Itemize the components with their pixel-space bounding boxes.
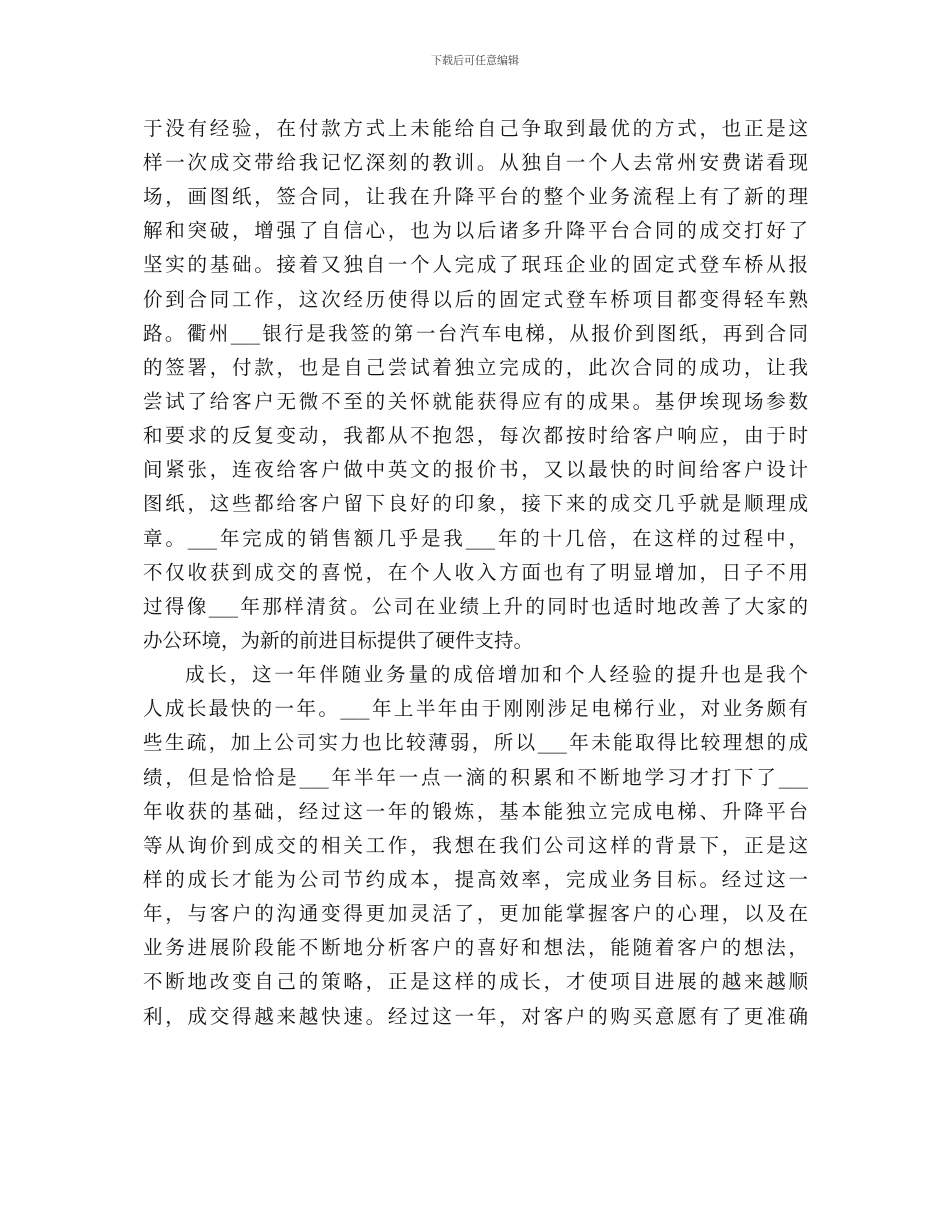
text-line: 不仅收获到成交的喜悦，在个人收入方面也有了明显增加，日子不用 [143,561,808,584]
text-line: 年收获的基础，经过这一年的锻炼，基本能独立完成电梯、升降平台 [143,800,808,823]
text-line: 图纸，这些都给客户留下良好的印象，接下来的成交几乎就是顺理成 [143,492,808,515]
text-line: 章。___年完成的销售额几乎是我___年的十几倍，在这样的过程中， [143,527,808,550]
text-line: 业务进展阶段能不断地分析客户的喜好和想法，能随着客户的想法， [143,936,808,959]
text-line: 尝试了给客户无微不至的关怀就能获得应有的成果。基伊埃现场参数 [143,390,808,413]
text-line: 和要求的反复变动，我都从不抱怨，每次都按时给客户响应，由于时 [143,424,808,447]
text-line: 坚实的基础。接着又独自一个人完成了珉珏企业的固定式登车桥从报 [143,253,808,276]
text-line: 绩，但是恰恰是___年半年一点一滴的积累和不断地学习才打下了___ [143,766,808,789]
text-line: 过得像___年那样清贫。公司在业绩上升的同时也适时地改善了大家的 [143,595,808,618]
text-line: 解和突破，增强了自信心，也为以后诸多升降平台合同的成交打好了 [143,219,808,242]
text-line: 些生疏，加上公司实力也比较薄弱，所以___年未能取得比较理想的成 [143,731,808,754]
text-line: 路。衢州___银行是我签的第一台汽车电梯，从报价到图纸，再到合同 [143,322,808,345]
text-line: 人成长最快的一年。___年上半年由于刚刚涉足电梯行业，对业务颇有 [143,697,808,720]
paragraph-first-line: 成长，这一年伴随业务量的成倍增加和个人经验的提升也是我个 [185,663,808,686]
page-header: 下载后可任意编辑 [431,54,519,67]
text-line: 利，成交得越来越快速。经过这一年，对客户的购买意愿有了更准确 [143,1005,808,1028]
text-line: 年，与客户的沟通变得更加灵活了，更加能掌握客户的心理，以及在 [143,902,808,925]
text-line: 价到合同工作，这次经历使得以后的固定式登车桥项目都变得轻车熟 [143,288,808,311]
text-line: 的签署，付款，也是自己尝试着独立完成的，此次合同的成功，让我 [143,356,808,379]
text-line: 办公环境，为新的前进目标提供了硬件支持。 [143,629,534,652]
text-line: 间紧张，连夜给客户做中英文的报价书，又以最快的时间给客户设计 [143,458,808,481]
text-line: 不断地改变自己的策略，正是这样的成长，才使项目进展的越来越顺 [143,970,808,993]
text-line: 样的成长才能为公司节约成本，提高效率，完成业务目标。经过这一 [143,868,808,891]
text-line: 样一次成交带给我记忆深刻的教训。从独自一个人去常州安费诺看现 [143,151,808,174]
text-line: 等从询价到成交的相关工作，我想在我们公司这样的背景下，正是这 [143,834,808,857]
text-line: 于没有经验，在付款方式上未能给自己争取到最优的方式，也正是这 [143,117,808,140]
text-line: 场，画图纸，签合同，让我在升降平台的整个业务流程上有了新的理 [143,185,808,208]
